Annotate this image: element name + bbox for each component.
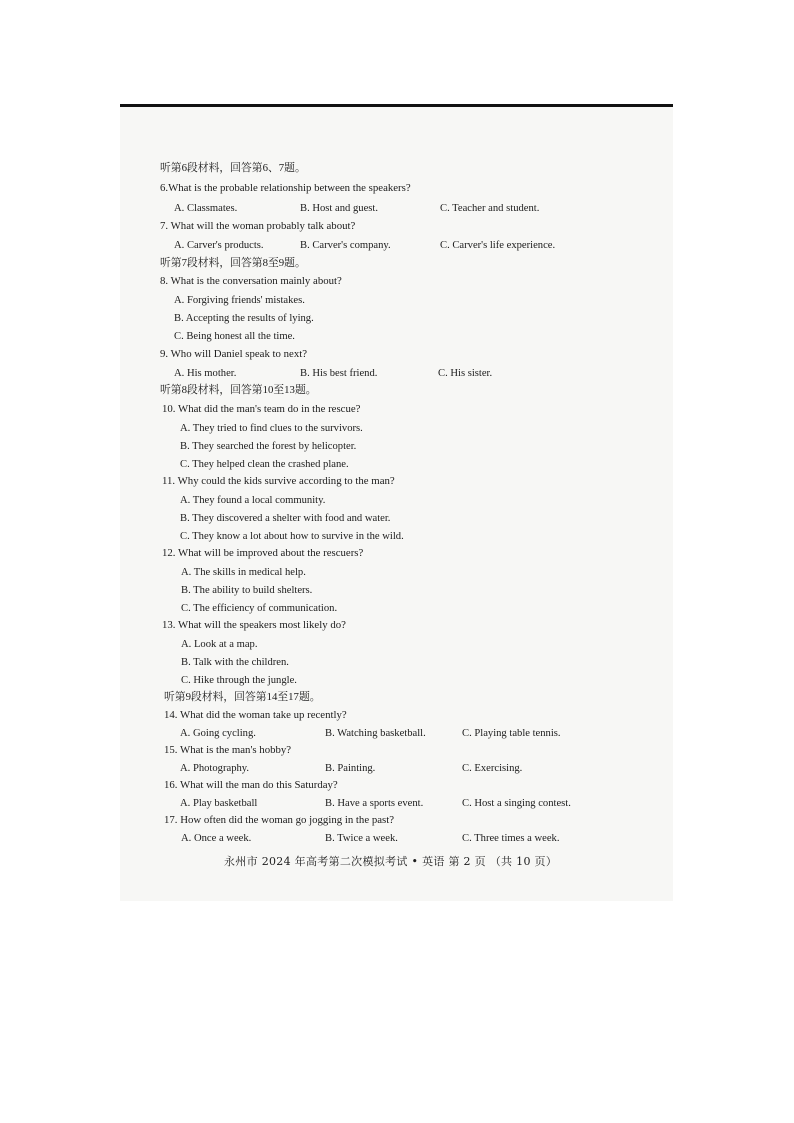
option-6b: B. Host and guest. xyxy=(300,203,378,214)
option-7a: A. Carver's products. xyxy=(174,240,264,251)
option-8a: A. Forgiving friends' mistakes. xyxy=(174,295,305,306)
option-8b: B. Accepting the results of lying. xyxy=(174,313,314,324)
question-9: 9. Who will Daniel speak to next? xyxy=(160,348,308,360)
question-14: 14. What did the woman take up recently? xyxy=(164,709,347,721)
section-heading: 听第9段材料，回答第14至17题。 xyxy=(164,691,321,703)
option-14a: A. Going cycling. xyxy=(180,728,256,739)
option-6c: C. Teacher and student. xyxy=(440,203,540,214)
page-footer: 永州市 2024 年高考第二次模拟考试 • 英语 第 2 页 （共 10 页） xyxy=(224,855,558,868)
option-17b: B. Twice a week. xyxy=(325,833,398,844)
option-8c: C. Being honest all the time. xyxy=(174,331,295,342)
option-9b: B. His best friend. xyxy=(300,368,378,379)
section-heading: 听第8段材料，回答第10至13题。 xyxy=(160,384,317,396)
option-15c: C. Exercising. xyxy=(462,763,523,774)
option-14b: B. Watching basketball. xyxy=(325,728,426,739)
section-heading: 听第6段材料，回答第6、7题。 xyxy=(160,162,306,174)
option-16b: B. Have a sports event. xyxy=(325,798,424,809)
option-7b: B. Carver's company. xyxy=(300,240,391,251)
question-10: 10. What did the man's team do in the rescue? xyxy=(162,403,361,415)
question-8: 8. What is the conversation mainly about? xyxy=(160,275,342,287)
option-14c: C. Playing table tennis. xyxy=(462,728,561,739)
question-15: 15. What is the man's hobby? xyxy=(164,744,292,756)
option-6a: A. Classmates. xyxy=(174,203,238,214)
question-7: 7. What will the woman probably talk about? xyxy=(160,220,356,232)
option-10a: A. They tried to find clues to the survivors. xyxy=(180,423,363,434)
option-9c: C. His sister. xyxy=(438,368,493,379)
section-heading: 听第7段材料，回答第8至9题。 xyxy=(160,257,306,269)
question-17: 17. How often did the woman go jogging in the past? xyxy=(164,814,394,826)
question-11: 11. Why could the kids survive according to the man? xyxy=(162,475,395,487)
option-9a: A. His mother. xyxy=(174,368,237,379)
option-15a: A. Photography. xyxy=(180,763,250,774)
question-13: 13. What will the speakers most likely do? xyxy=(162,619,346,631)
option-11c: C. They know a lot about how to survive in the wild. xyxy=(180,531,404,542)
option-15b: B. Painting. xyxy=(325,763,376,774)
option-13c: C. Hike through the jungle. xyxy=(181,675,297,686)
option-17a: A. Once a week. xyxy=(181,833,252,844)
option-10c: C. They helped clean the crashed plane. xyxy=(180,459,349,470)
question-12: 12. What will be improved about the rescuers? xyxy=(162,547,364,559)
option-7c: C. Carver's life experience. xyxy=(440,240,556,251)
option-12a: A. The skills in medical help. xyxy=(181,567,306,578)
option-16c: C. Host a singing contest. xyxy=(462,798,571,809)
option-11b: B. They discovered a shelter with food and water. xyxy=(180,513,391,524)
exam-page xyxy=(120,104,673,901)
question-16: 16. What will the man do this Saturday? xyxy=(164,779,338,791)
option-12c: C. The efficiency of communication. xyxy=(181,603,338,614)
option-13b: B. Talk with the children. xyxy=(181,657,289,668)
option-13a: A. Look at a map. xyxy=(181,639,258,650)
option-10b: B. They searched the forest by helicopter. xyxy=(180,441,357,452)
question-6: 6.What is the probable relationship between the speakers? xyxy=(160,182,411,194)
option-16a: A. Play basketball xyxy=(180,798,258,809)
option-12b: B. The ability to build shelters. xyxy=(181,585,313,596)
option-17c: C. Three times a week. xyxy=(462,833,560,844)
option-11a: A. They found a local community. xyxy=(180,495,326,506)
